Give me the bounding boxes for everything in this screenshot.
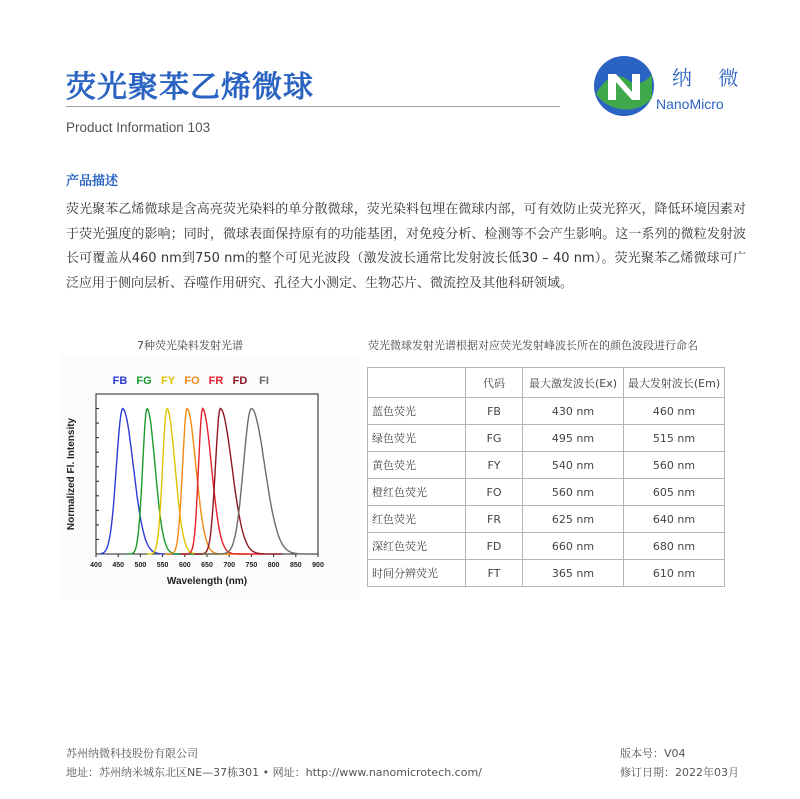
table-header-row — [368, 368, 725, 398]
y-axis-label: Normalized Fl. Intensity — [66, 417, 77, 531]
table-cell: 610 nm — [624, 560, 725, 587]
table-cell: 640 nm — [624, 506, 725, 533]
nanomicro-logo-icon — [592, 54, 656, 118]
x-tick-label: 750 — [245, 562, 258, 569]
footer-doc-info — [620, 744, 739, 782]
page-subtitle: Product Information 103 — [66, 120, 211, 135]
page-title: 荧光聚苯乙烯微球 — [66, 70, 314, 105]
table-cell: 560 nm — [624, 452, 725, 479]
legend-label-fi: FI — [259, 375, 269, 387]
table-cell: FR — [466, 506, 523, 533]
table-cell: 460 nm — [624, 398, 725, 425]
table-cell: 深红色荧光 — [368, 533, 466, 560]
table-cell: 605 nm — [624, 479, 725, 506]
legend-label-fy: FY — [160, 375, 176, 387]
table-cell: FB — [466, 398, 523, 425]
x-tick-label: 900 — [312, 562, 324, 569]
table-cell: 365 nm — [523, 560, 624, 587]
legend-label-fg: FG — [136, 375, 152, 387]
product-description: 荧光聚苯乙烯微球是含高亮荧光染料的单分散微球，荧光染料包埋在微球内部，可有效防止荧光猝灭，降低环境因素对于荧光强度的影响；同时，微球表面保持原有的功能基团，对免疫分析、检测等不会产生影响。这一系列的微粒发射波长可覆盖从460 nm到750 nm的整个可见光波段（激发波长通常比发射波长低30 – 40 nm）。荧光聚苯乙烯微球可广泛应用于侧向层析、吞噬作用研究、孔径大小测定、生物芯片、微流控及其他科研领域。 — [66, 202, 746, 291]
table-cell: FG — [466, 425, 523, 452]
table-row — [368, 425, 725, 452]
x-tick-label: 700 — [223, 562, 236, 569]
table-cell: 560 nm — [523, 479, 624, 506]
footer-company-name: 苏州纳微科技股份有限公司 — [66, 747, 198, 760]
table-cell: FD — [466, 533, 523, 560]
table-cell: 515 nm — [624, 425, 725, 452]
table-cell: 橙红色荧光 — [368, 479, 466, 506]
table-cell: FY — [466, 452, 523, 479]
title-divider — [66, 106, 560, 107]
footer-company-info — [66, 744, 482, 782]
x-tick-label: 650 — [201, 562, 213, 569]
legend-label-fd: FD — [232, 375, 248, 387]
footer-version: 版本号：V04 — [620, 747, 686, 760]
table-cell: 430 nm — [523, 398, 624, 425]
x-tick-label: 500 — [134, 562, 147, 569]
x-tick-label: 800 — [267, 562, 280, 569]
table-cell: 495 nm — [523, 425, 624, 452]
footer-revision-date: 修订日期：2022年03月 — [620, 766, 739, 779]
section-heading-description: 产品描述 — [66, 174, 119, 189]
logo-chinese-name: 纳 微 — [672, 66, 749, 90]
table-header-cell: 代码 — [466, 368, 523, 398]
wavelength-table — [367, 367, 725, 587]
table-header-cell — [368, 368, 466, 398]
table-cell: 680 nm — [624, 533, 725, 560]
table-row — [368, 479, 725, 506]
table-row — [368, 533, 725, 560]
table-header-cell: 最大激发波长(Ex) — [523, 368, 624, 398]
table-cell: 540 nm — [523, 452, 624, 479]
x-tick-label: 550 — [156, 562, 169, 569]
legend-label-fb: FB — [112, 375, 128, 387]
logo-english-name: NanoMicro — [656, 96, 724, 112]
x-tick-label: 400 — [90, 562, 102, 569]
x-tick-label: 850 — [289, 562, 302, 569]
chart-caption: 7种荧光染料发射光谱 — [137, 339, 243, 352]
table-row — [368, 560, 725, 587]
table-cell: FT — [466, 560, 523, 587]
footer-address: 地址：苏州纳米城东北区NE—37栋301 • 网址：http://www.nanomicrotech.com/ — [66, 766, 482, 779]
table-cell: 黄色荧光 — [368, 452, 466, 479]
plot-frame — [96, 394, 318, 554]
table-cell: 660 nm — [523, 533, 624, 560]
table-header-cell: 最大发射波长(Em) — [624, 368, 725, 398]
table-cell: 绿色荧光 — [368, 425, 466, 452]
legend-label-fr: FR — [208, 375, 224, 387]
table-cell: 时间分辨荧光 — [368, 560, 466, 587]
table-cell: 蓝色荧光 — [368, 398, 466, 425]
x-tick-label: 600 — [178, 562, 191, 569]
x-tick-label: 450 — [112, 562, 125, 569]
table-caption: 荧光微球发射光谱根据对应荧光发射峰波长所在的颜色波段进行命名 — [368, 339, 698, 352]
table-row — [368, 452, 725, 479]
x-axis-label: Wavelength (nm) — [166, 576, 248, 587]
emission-spectrum-chart — [60, 356, 360, 600]
table-row — [368, 506, 725, 533]
table-cell: 625 nm — [523, 506, 624, 533]
legend-label-fo: FO — [184, 375, 200, 387]
table-cell: 红色荧光 — [368, 506, 466, 533]
table-row — [368, 398, 725, 425]
table-cell: FO — [466, 479, 523, 506]
chart-panel — [60, 356, 360, 600]
